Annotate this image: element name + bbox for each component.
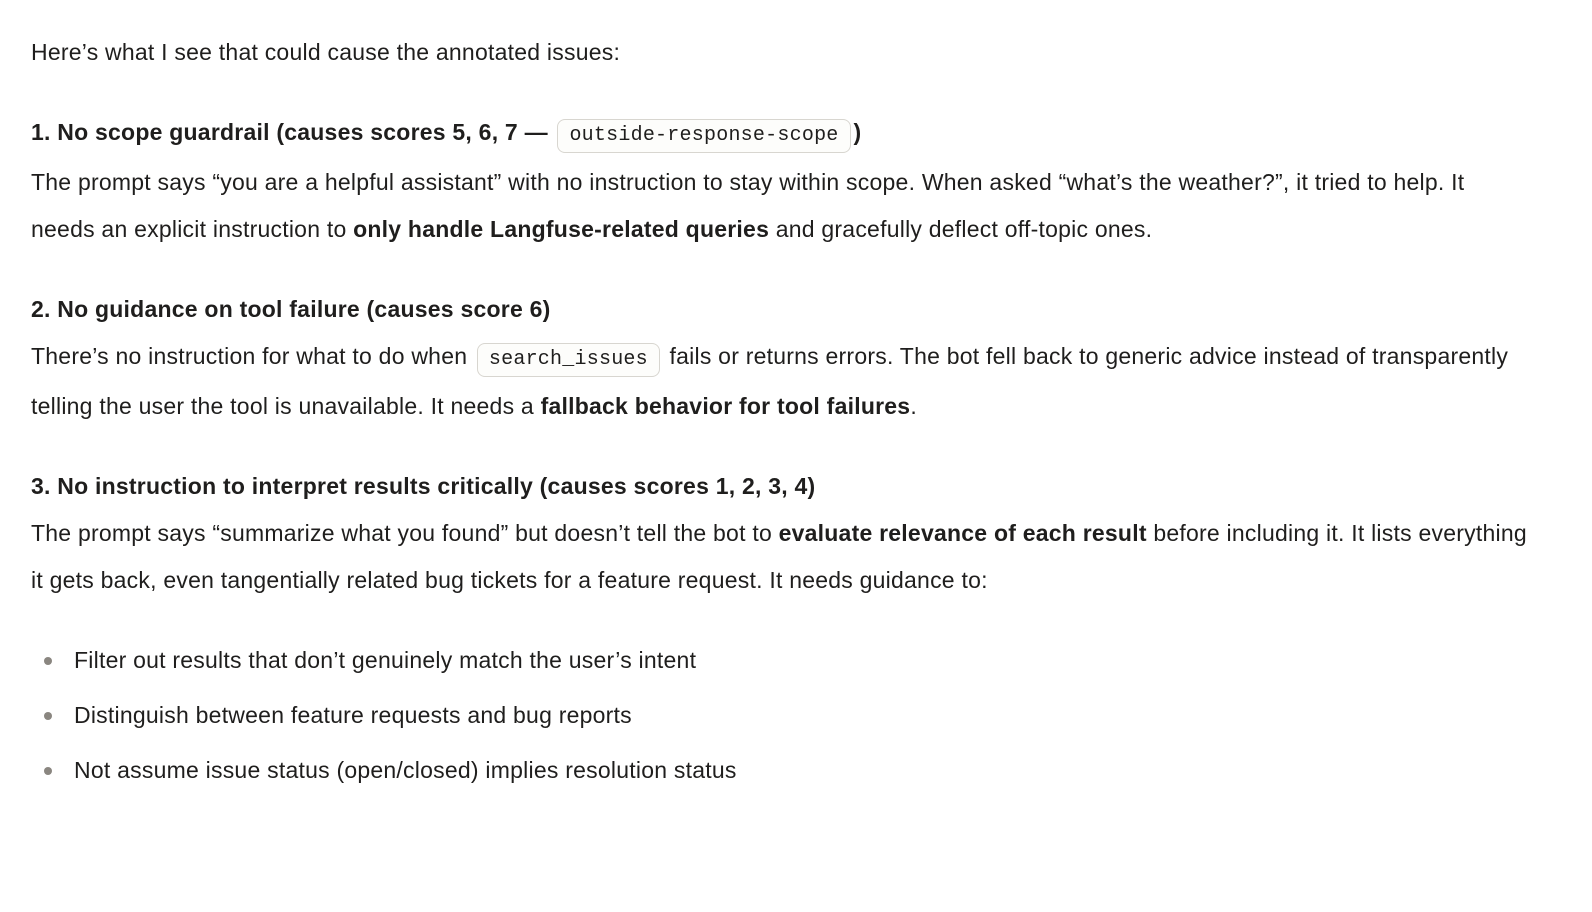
text-segment: 1. No scope guardrail (causes scores 5, 6, 7 — [31, 119, 555, 145]
text-segment: ) [853, 119, 862, 145]
text-segment: evaluate relevance of each result [778, 520, 1147, 546]
text-segment: The prompt says “summarize what you found” but doesn’t tell the bot to [31, 520, 779, 546]
text-segment: There’s no instruction for what to do when [31, 343, 474, 369]
text-segment: and gracefully deflect off-topic ones. [769, 216, 1153, 242]
text-segment: . [910, 393, 917, 419]
text-segment: fallback behavior for tool failures [540, 393, 911, 419]
paragraph [31, 286, 1534, 430]
text-segment: only handle Langfuse-related queries [353, 216, 770, 242]
text-segment: before including it. It lists everything it gets back, even tangentially related bug tickets for a feature request. It needs guidance to: [31, 520, 1527, 593]
bullet-item: Distinguish between feature requests and bug reports [31, 692, 1534, 739]
text-segment: The prompt says “you are a helpful assistant” with no instruction to stay within scope. When asked “what’s the weather?”, it tried to help. It needs an explicit instruction to [31, 169, 1465, 242]
bullet-list [31, 637, 1534, 794]
inline-code: outside-response-scope [557, 119, 850, 153]
bullet-item: Filter out results that don’t genuinely match the user’s intent [31, 637, 1534, 684]
text-segment: 3. No instruction to interpret results critically (causes scores 1, 2, 3, 4) [31, 473, 816, 499]
bullet-item: Not assume issue status (open/closed) implies resolution status [31, 747, 1534, 794]
text-segment: Here’s what I see that could cause the annotated issues: [31, 39, 621, 65]
text-segment: fails or returns errors. The bot fell back to generic advice instead of transparently telling the user the tool is unavailable. It needs a [31, 343, 1509, 419]
paragraph [31, 29, 1534, 76]
inline-code: search_issues [477, 343, 660, 377]
text-segment: 2. No guidance on tool failure (causes score 6) [31, 296, 551, 322]
paragraph [31, 109, 1534, 253]
paragraph [31, 463, 1534, 604]
